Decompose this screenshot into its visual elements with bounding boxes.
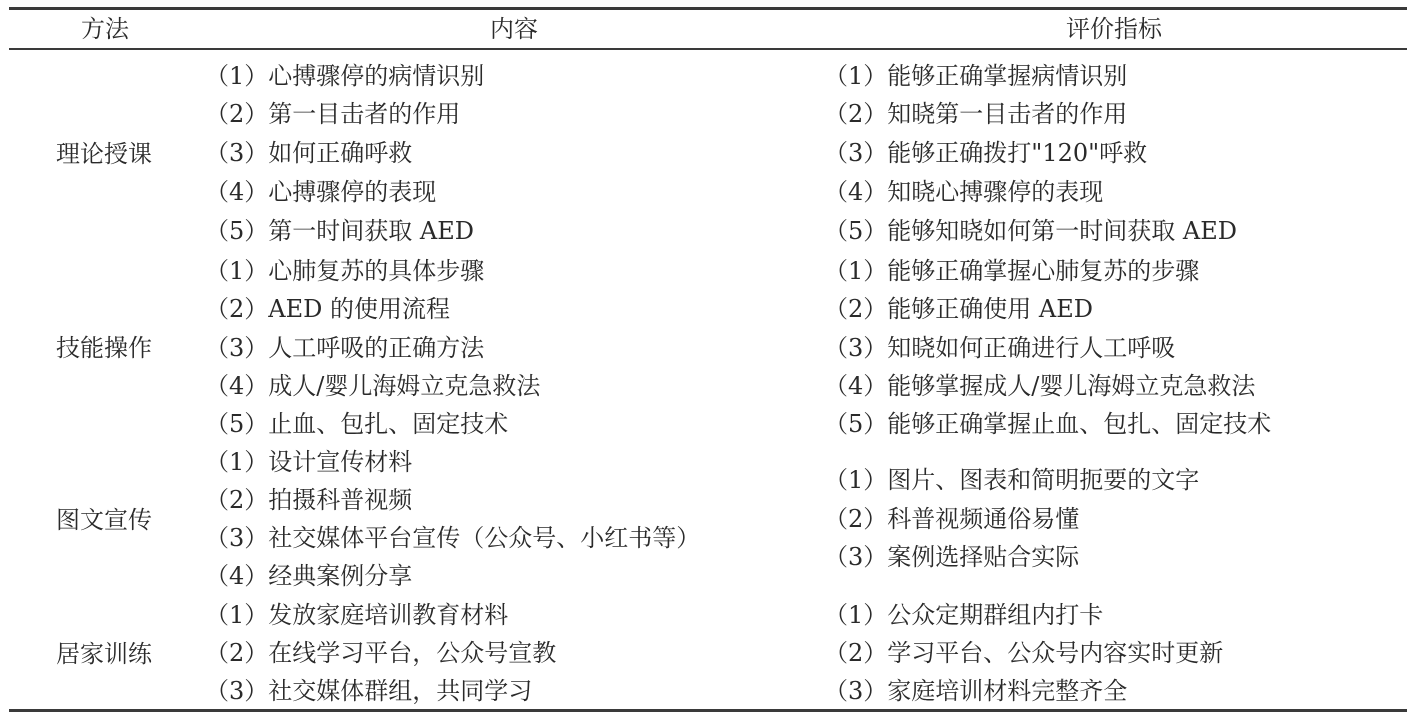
content-item: （3）社交媒体平台宣传（公众号、小红书等） — [205, 524, 701, 552]
evaluation-item: （5）能够知晓如何第一时间获取 AED — [824, 217, 1237, 245]
content-item: （4）经典案例分享 — [205, 562, 413, 590]
header-evaluation: 评价指标 — [1066, 15, 1162, 43]
evaluation-item: （3）案例选择贴合实际 — [824, 543, 1080, 571]
content-item: （1）设计宣传材料 — [205, 448, 413, 476]
content-item: （1）发放家庭培训教育材料 — [205, 601, 509, 629]
method-cell: 技能操作 — [56, 334, 152, 362]
content-item: （2）第一目击者的作用 — [205, 100, 461, 128]
bottom-rule — [9, 709, 1407, 712]
evaluation-item: （4）能够掌握成人/婴儿海姆立克急救法 — [824, 372, 1256, 400]
evaluation-item: （3）家庭培训材料完整齐全 — [824, 677, 1128, 705]
evaluation-item: （2）能够正确使用 AED — [824, 295, 1093, 323]
content-item: （1）心搏骤停的病情识别 — [205, 62, 485, 90]
content-item: （5）第一时间获取 AED — [205, 217, 474, 245]
evaluation-item: （1）图片、图表和简明扼要的文字 — [824, 466, 1200, 494]
content-item: （4）心搏骤停的表现 — [205, 178, 437, 206]
evaluation-item: （2）知晓第一目击者的作用 — [824, 100, 1128, 128]
content-item: （1）心肺复苏的具体步骤 — [205, 257, 485, 285]
content-item: （4）成人/婴儿海姆立克急救法 — [205, 372, 541, 400]
evaluation-item: （2）科普视频通俗易懂 — [824, 505, 1080, 533]
header-method: 方法 — [81, 15, 129, 43]
content-item: （3）如何正确呼救 — [205, 139, 413, 167]
evaluation-item: （1）能够正确掌握病情识别 — [824, 62, 1128, 90]
evaluation-item: （5）能够正确掌握止血、包扎、固定技术 — [824, 410, 1272, 438]
header-content: 内容 — [490, 15, 538, 43]
content-item: （3）社交媒体群组，共同学习 — [205, 677, 533, 705]
evaluation-item: （1）公众定期群组内打卡 — [824, 601, 1104, 629]
content-item: （2）拍摄科普视频 — [205, 486, 413, 514]
evaluation-item: （1）能够正确掌握心肺复苏的步骤 — [824, 257, 1200, 285]
content-item: （2）在线学习平台，公众号宣教 — [205, 639, 557, 667]
method-cell: 居家训练 — [56, 640, 152, 668]
method-cell: 理论授课 — [56, 140, 152, 168]
evaluation-item: （3）能够正确拨打"120"呼救 — [824, 139, 1148, 167]
top-rule — [9, 7, 1407, 10]
evaluation-item: （2）学习平台、公众号内容实时更新 — [824, 639, 1224, 667]
method-cell: 图文宣传 — [56, 506, 152, 534]
content-item: （2）AED 的使用流程 — [205, 295, 450, 323]
content-item: （5）止血、包扎、固定技术 — [205, 410, 509, 438]
header-rule — [9, 48, 1407, 50]
evaluation-item: （4）知晓心搏骤停的表现 — [824, 178, 1104, 206]
evaluation-item: （3）知晓如何正确进行人工呼吸 — [824, 334, 1176, 362]
content-item: （3）人工呼吸的正确方法 — [205, 334, 485, 362]
